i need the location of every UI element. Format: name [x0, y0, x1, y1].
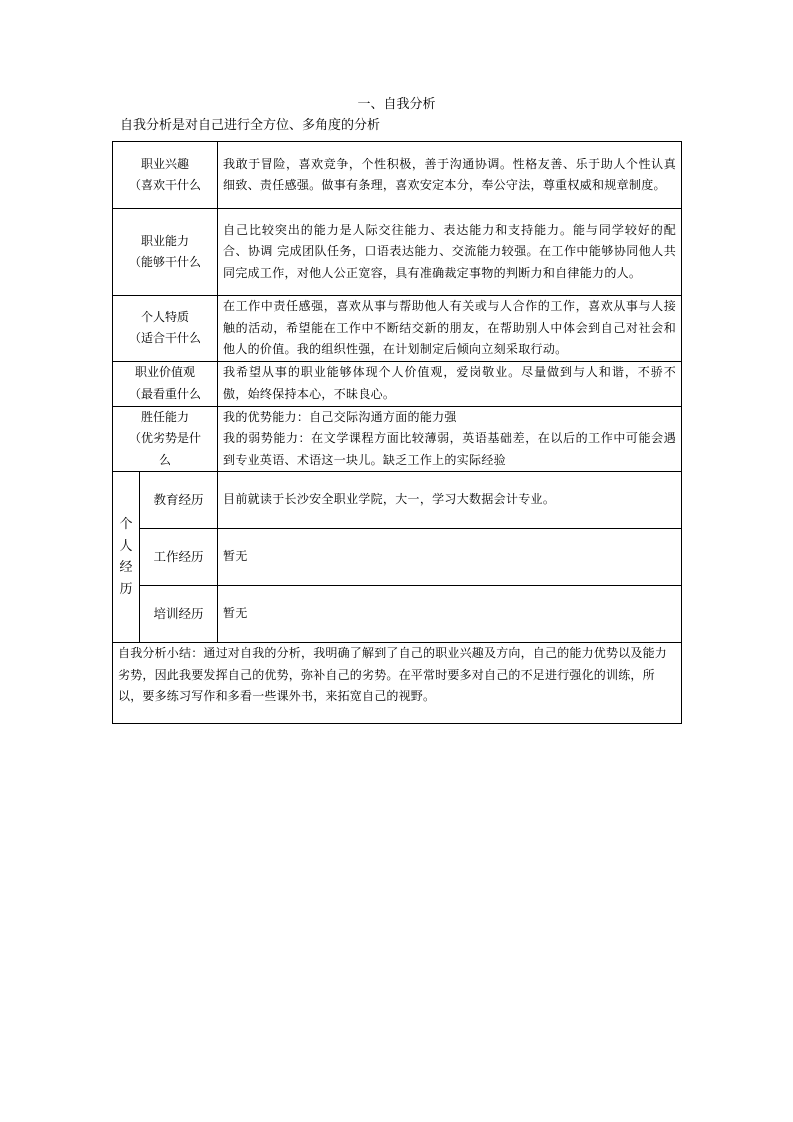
experience-row — [113, 472, 682, 529]
experience-group-label — [113, 472, 140, 643]
experience-label: 工作经历 — [140, 529, 218, 586]
row-label — [113, 361, 218, 406]
row-label-line: 职业价值观 — [135, 365, 196, 379]
row-label-line: 个人特质 — [141, 309, 190, 324]
strength-text: 我的优势能力：自己交际沟通方面的能力强 — [223, 409, 457, 424]
vertical-char: 经 — [119, 560, 133, 575]
row-label — [113, 142, 218, 209]
row-content — [218, 406, 682, 472]
table-row — [113, 142, 682, 209]
row-content: 自己比较突出的能力是人际交往能力、表达能力和支持能力。能与同学较好的配合、协调 完成团队任务，口语表达能力、交流能力较强。在工作中能够协同他人共同完成工作，对他人公正宽容，具有准确裁定事物的判断力和自律能力的人。 — [218, 209, 682, 296]
row-label-line: （最看重什么 — [129, 386, 202, 401]
experience-value: 暂无 — [218, 586, 682, 643]
summary-row — [113, 643, 682, 724]
row-content: 我希望从事的职业能够体现个人价值观，爱岗敬业。尽量做到与人和谐，不骄不傲，始终保持本心，不昧良心。 — [218, 361, 682, 406]
experience-value: 目前就读于长沙安全职业学院，大一，学习大数据会计专业。 — [218, 472, 682, 529]
row-label — [113, 296, 218, 362]
table-row — [113, 361, 682, 406]
row-label-line: （能够干什么 — [129, 255, 202, 269]
row-label-line: （喜欢干什么 — [129, 178, 202, 192]
self-analysis-table — [112, 141, 682, 724]
row-label — [113, 406, 218, 472]
row-label-line: （优劣势是什 — [129, 431, 202, 445]
vertical-char: 个 — [119, 517, 133, 532]
row-label-line: 职业能力 — [141, 233, 190, 248]
experience-label: 教育经历 — [140, 472, 218, 529]
summary-text: 自我分析小结：通过对自我的分析，我明确了解到了自己的职业兴趣及方向，自己的能力优势以及能力劣势，因此我要发挥自己的优势，弥补自己的劣势。在平常时要多对自己的不足进行强化的训练，所以，要多练习写作和多看一些课外书，来拓宽自己的视野。 — [113, 643, 682, 724]
table-row — [113, 406, 682, 472]
experience-value: 暂无 — [218, 529, 682, 586]
row-label-line: 胜任能力 — [141, 409, 190, 424]
weakness-text: 我的弱势能力：在文学课程方面比较薄弱，英语基础差，在以后的工作中可能会遇到专业英语、术语这一块儿。缺乏工作上的实际经验 — [223, 431, 677, 467]
experience-row — [113, 529, 682, 586]
row-label-line: 么 — [159, 452, 172, 467]
table-row — [113, 209, 682, 296]
experience-label: 培训经历 — [140, 586, 218, 643]
section-title: 一、自我分析 — [357, 97, 436, 112]
row-label — [113, 209, 218, 296]
table-row — [113, 296, 682, 362]
experience-row — [113, 586, 682, 643]
row-content: 我敢于冒险，喜欢竞争，个性积极，善于沟通协调。性格友善、乐于助人个性认真细致、责任感强。做事有条理，喜欢安定本分，奉公守法，尊重权威和规章制度。 — [218, 142, 682, 209]
vertical-char: 人 — [119, 538, 133, 554]
row-label-line: （适合干什么 — [129, 331, 202, 346]
row-content: 在工作中责任感强，喜欢从事与帮助他人有关或与人合作的工作，喜欢从事与人接触的活动，希望能在工作中不断结交新的朋友，在帮助别人中体会到自己对社会和他人的价值。我的组织性强，在计划制定后倾向立刻采取行动。 — [218, 296, 682, 362]
section-subtitle: 自我分析是对自己进行全方位、多角度的分析 — [120, 118, 381, 133]
vertical-char: 历 — [119, 581, 133, 597]
row-label-line: 职业兴趣 — [141, 156, 190, 171]
